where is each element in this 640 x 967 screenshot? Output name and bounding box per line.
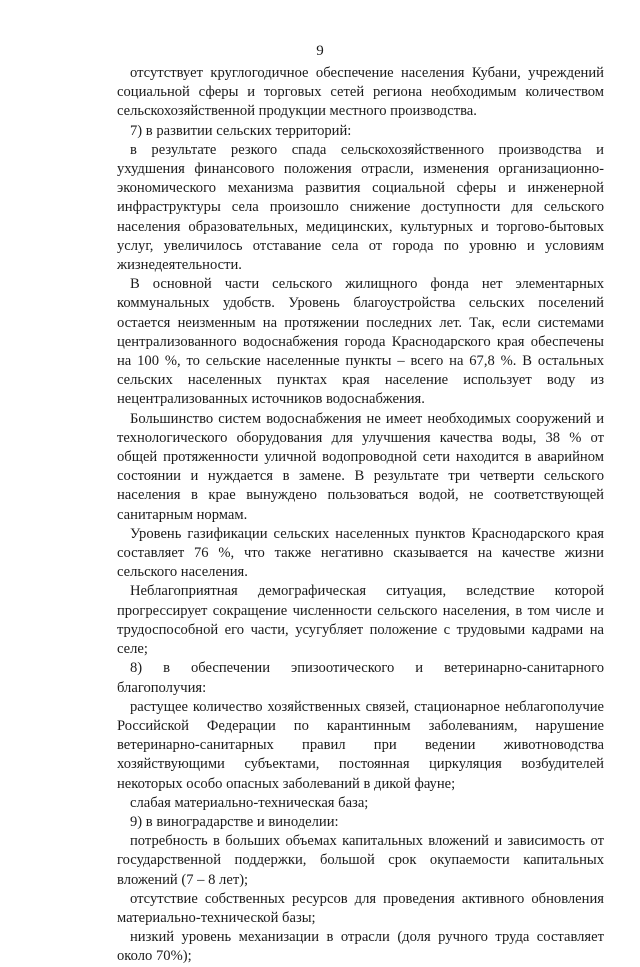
paragraph-8: 8) в обеспечении эпизоотического и ветеринарно-санитарного благополучия: [117,660,604,696]
paragraph-14: низкий уровень механизации в отрасли (доля ручного труда составляет около 70%); [117,929,604,965]
paragraph-3: в результате резкого спада сельскохозяйственного производства и ухудшения финансового положения отрасли, изменения организационно-экономического механизма развития социальной сферы и инженерной инфраструктуры села произошло снижение доступности для сельского населения образовательных, медицинских, культурных и торгово-бытовых услуг, увеличилось отставание села от города по уровню и условиям жизнедеятельности. [117,141,604,274]
paragraph-7: Неблагоприятная демографическая ситуация, вследствие которой прогрессирует сокращение численности сельского населения, в том числе и трудоспособной его части, усугубляет положение с трудовыми кадрами на селе; [117,583,604,658]
paragraph-11: 9) в виноградарстве и виноделии: [130,813,339,830]
paragraph-5: Большинство систем водоснабжения не имеет необходимых сооружений и технологического оборудования для улучшения качества воды, 38 % от общей протяженности уличной водопроводной сети находится в аварийном состоянии и нуждается в замене. В результате три четверти сельского населения в крае вынуждено пользоваться водой, не соответствующей санитарным нормам. [117,410,604,523]
paragraph-10: слабая материально-техническая база; [130,794,369,811]
paragraph-1: отсутствует круглогодичное обеспечение населения Кубани, учреждений социальной сферы и торговых сетей региона необходимым количеством сельскохозяйственной продукции местного производства. [117,65,604,120]
paragraph-13: отсутствие собственных ресурсов для проведения активного обновления материально-технической базы; [117,890,604,926]
paragraph-2: 7) в развитии сельских территорий: [130,122,352,139]
paragraph-12: потребность в больших объемах капитальных вложений и зависимость от государственной поддержки, большой срок окупаемости капитальных вложений (7 – 8 лет); [117,833,604,888]
paragraph-6: Уровень газификации сельских населенных пунктов Краснодарского края составляет 76 %, что также негативно сказывается на качестве жизни сельского населения. [117,525,604,581]
paragraph-4: В основной части сельского жилищного фонда нет элементарных коммунальных удобств. Уровень благоустройства сельских поселений остается неизменным на протяжении последних лет. Так, если системами централизованного водоснабжения города Краснодарского края обеспечены на 100 %, то сельские населенные пункты – всего на 67,8 %. В остальных сельских населенных пунктах края население использует воду из нецентрализованных источников водоснабжения. [117,276,604,408]
paragraph-9: растущее количество хозяйственных связей, стационарное неблагополучие Российской Федерации по карантинным заболеваниям, нарушение ветеринарно-санитарных правил при ведении животноводства хозяйствующими субъектами, постоянная циркуляция возбудителей некоторых особо опасных заболеваний в дикой фауне; [117,698,604,792]
document-body [117,64,604,967]
page-number: 9 [316,43,324,59]
